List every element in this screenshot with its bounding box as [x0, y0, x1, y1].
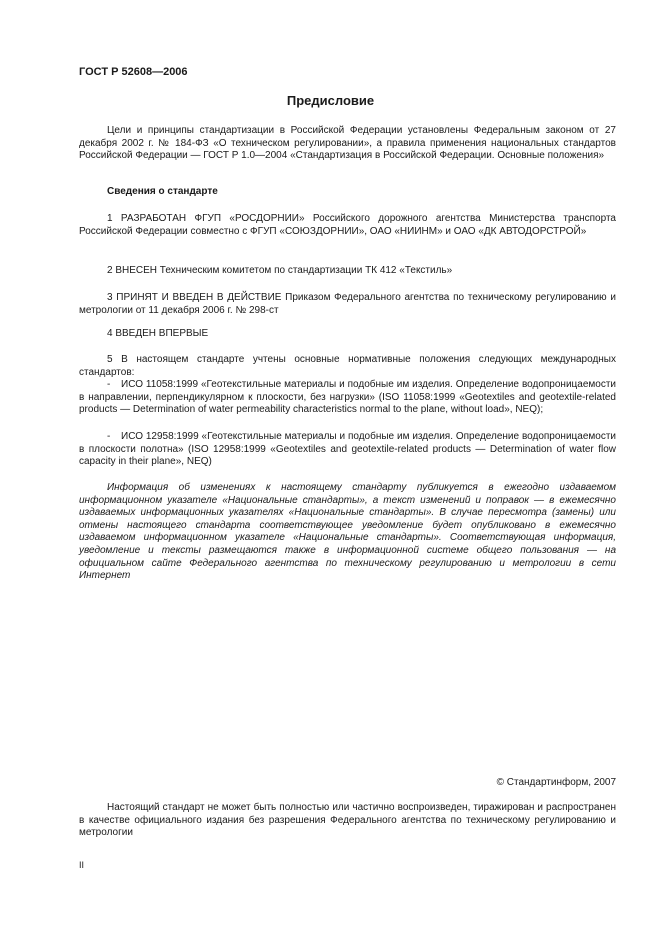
item-1: 1 РАЗРАБОТАН ФГУП «РОСДОРНИИ» Российского дорожного агентства Министерства транспорта Российской Федерации совместно с ФГУП «СОЮЗДОРНИИ», ОАО «НИИНМ» и ОАО «ДК АВТОДОРСТРОЙ» — [79, 213, 616, 237]
item-5-standard-a-text: ИСО 11058:1999 «Геотекстильные материалы и подобные им изделия. Определение водопроницаемости в направлении, перпендикулярном к плоскости, без нагрузки» (ISO 11058:1999 «Geotextiles and geotextile-related products — Determination of water permeability characteristics normal to the plane, without load», NEQ); — [79, 379, 616, 416]
item-5-standard-b — [79, 431, 616, 469]
document-header: ГОСТ Р 52608—2006 — [79, 66, 188, 78]
page-number: II — [79, 860, 85, 870]
item-4: 4 ВВЕДЕН ВПЕРВЫЕ — [107, 328, 209, 339]
page-title: Предисловие — [286, 93, 375, 108]
item-5-standard-b-text: ИСО 12958:1999 «Геотекстильные материалы и подобные им изделия. Определение водопроницаемости в плоскости полотна» (ISO 12958:1999 «Geotextiles and geotextile-related products — Determination of water flow capacity in their plane», NEQ) — [79, 431, 616, 468]
dash-marker: - — [107, 431, 111, 442]
intro-paragraph: Цели и принципы стандартизации в Российской Федерации установлены Федеральным законом от 27 декабря 2002 г. № 184-ФЗ «О техническом регулировании», а правила применения национальных стандартов Российской Федерации — ГОСТ Р 1.0—2004 «Стандартизация в Российской Федерации. Основные положения» — [79, 125, 616, 162]
copyright: © Стандартинформ, 2007 — [496, 777, 616, 788]
item-2: 2 ВНЕСЕН Техническим комитетом по стандартизации ТК 412 «Текстиль» — [107, 265, 453, 276]
item-5-standard-a — [79, 379, 616, 417]
notice-paragraph: Информация об изменениях к настоящему стандарту публикуется в ежегодно издаваемом информационном указателе «Национальные стандарты», а текст изменений и поправок — в ежемесячно издаваемых информационных указателях «Национальные стандарты». В случае пересмотра (замены) или отмены настоящего стандарта соответствующее уведомление будет опубликовано в ежемесячно издаваемом информационном указателе «Национальные стандарты». Соответствующая информация, уведомление и тексты размещаются также в информационной системе общего пользования — на официальном сайте Федерального агентства по техническому регулированию и метрологии в сети Интернет — [79, 482, 616, 582]
section-title: Сведения о стандарте — [107, 186, 218, 197]
item-5: 5 В настоящем стандарте учтены основные нормативные положения следующих международных стандартов: — [79, 354, 616, 378]
reproduction-notice: Настоящий стандарт не может быть полностью или частично воспроизведен, тиражирован и распространен в качестве официального издания без разрешения Федерального агентства по техническому регулированию и метрологии — [79, 802, 616, 839]
item-3: 3 ПРИНЯТ И ВВЕДЕН В ДЕЙСТВИЕ Приказом Федерального агентства по техническому регулированию и метрологии от 11 декабря 2006 г. № 298-ст — [79, 292, 616, 316]
dash-marker: - — [107, 379, 111, 390]
